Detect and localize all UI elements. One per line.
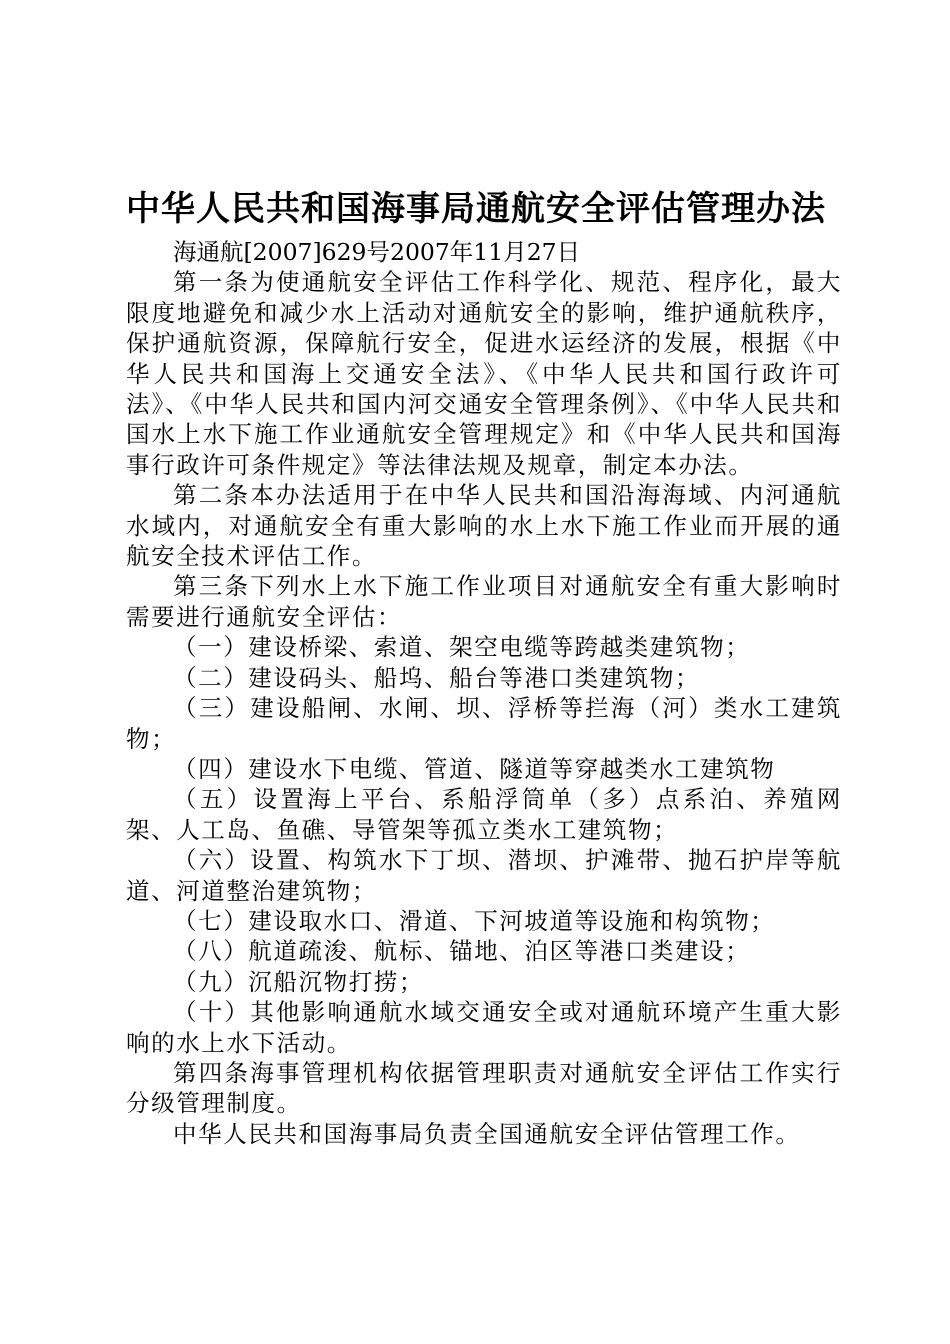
- document-number: 海通航[2007]629号2007年11月27日: [173, 238, 581, 266]
- list-item-3: （三）建设船闸、水闸、坝、浮桥等拦海（河）类水工建筑物；: [126, 694, 842, 753]
- list-item-4: （四）建设水下电缆、管道、隧道等穿越类水工建筑物: [173, 754, 776, 783]
- article-3-paragraph: 第三条下列水上水下施工作业项目对通航安全有重大影响时需要进行通航安全评估：: [126, 572, 842, 631]
- list-item-2: （二）建设码头、船坞、船台等港口类建筑物；: [173, 663, 701, 692]
- article-2-paragraph: 第二条本办法适用于在中华人民共和国沿海海域、内河通航水域内，对通航安全有重大影响的水上水下施工作业而开展的通航安全技术评估工作。: [126, 481, 842, 571]
- list-item-9: （九）沉船沉物打捞；: [173, 967, 424, 996]
- list-item-7: （七）建设取水口、滑道、下河坡道等设施和构筑物；: [173, 906, 776, 935]
- list-item-5: （五）设置海上平台、系船浮筒单（多）点系泊、养殖网架、人工岛、鱼礁、导管架等孤立类水工建筑物；: [126, 785, 842, 844]
- document-body: [126, 237, 842, 1149]
- article-4-paragraph: 第四条海事管理机构依据管理职责对通航安全评估工作实行分级管理制度。: [126, 1058, 842, 1118]
- list-item-6: （六）设置、构筑水下丁坝、潜坝、护滩带、抛石护岸等航道、河道整治建筑物；: [126, 846, 842, 905]
- list-item-10: （十）其他影响通航水域交通安全或对通航环境产生重大影响的水上水下活动。: [126, 998, 842, 1057]
- document-title: 中华人民共和国海事局通航安全评估管理办法: [126, 189, 826, 229]
- closing-paragraph: 中华人民共和国海事局负责全国通航安全评估管理工作。: [173, 1119, 801, 1148]
- list-item-8: （八）航道疏浚、航标、锚地、泊区等港口类建设；: [173, 937, 751, 966]
- list-item-1: （一）建设桥梁、索道、架空电缆等跨越类建筑物；: [173, 633, 751, 662]
- article-1-paragraph: 第一条为使通航安全评估工作科学化、规范、程序化，最大限度地避免和减少水上活动对通航安全的影响，维护通航秩序，保护通航资源，保障航行安全，促进水运经济的发展，根据《中华人民共和国海上交通安全法》、《中华人民共和国行政许可法》、《中华人民共和国内河交通安全管理条例》、《中华人民共和国水上水下施工作业通航安全管理规定》和《中华人民共和国海事行政许可条件规定》等法律法规及规章，制定本办法。: [126, 268, 842, 479]
